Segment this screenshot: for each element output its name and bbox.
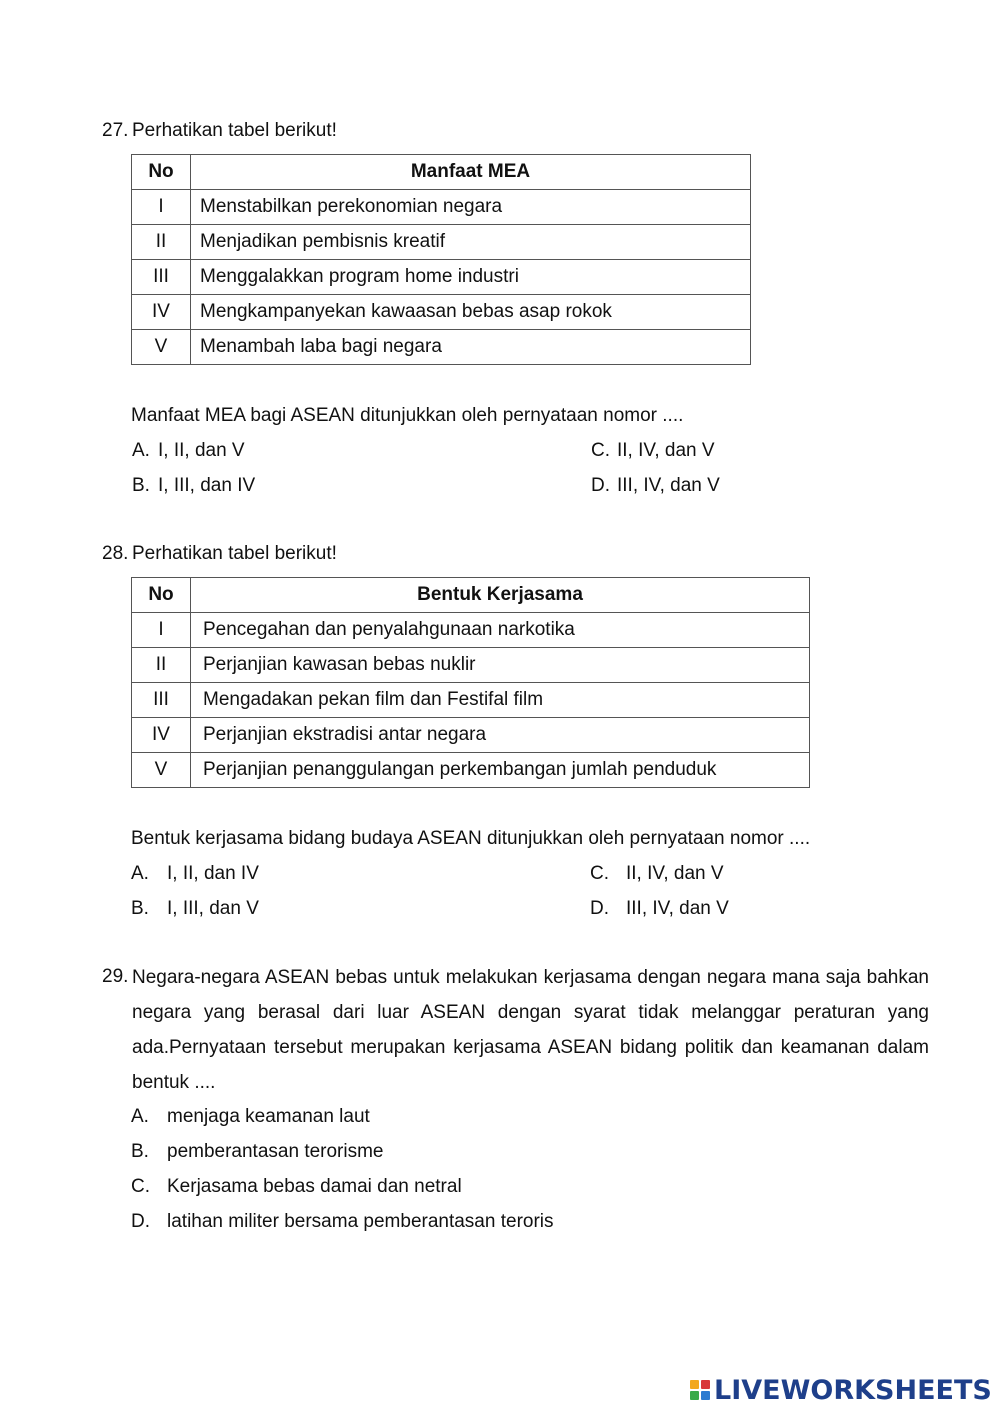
row-text: Mengkampanyekan kawaasan bebas asap rokok xyxy=(191,295,751,330)
option-letter: B. xyxy=(131,1141,149,1162)
row-no: I xyxy=(132,613,191,648)
option-text: I, III, dan V xyxy=(167,898,259,919)
liveworksheets-logo xyxy=(690,1374,992,1406)
table-row xyxy=(132,260,751,295)
option-text: latihan militer bersama pemberantasan teroris xyxy=(167,1211,554,1232)
option-letter: A. xyxy=(131,1106,149,1127)
option-d[interactable] xyxy=(591,474,720,498)
logo-square xyxy=(701,1391,710,1400)
option-text: III, IV, dan V xyxy=(626,898,729,919)
row-text: Perjanjian kawasan bebas nuklir xyxy=(191,648,810,683)
option-letter: A. xyxy=(132,440,150,461)
logo-text: LIVEWORKSHEETS xyxy=(714,1374,992,1406)
option-c[interactable] xyxy=(590,862,724,886)
question-29-number xyxy=(102,965,128,989)
question-number: 28. xyxy=(102,543,129,564)
option-text: I, II, dan IV xyxy=(167,863,259,884)
option-text: menjaga keamanan laut xyxy=(167,1106,370,1127)
option-text: pemberantasan terorisme xyxy=(167,1141,384,1162)
option-text: I, II, dan V xyxy=(158,440,245,461)
question-28-stem: Bentuk kerjasama bidang budaya ASEAN ditunjukkan oleh pernyataan nomor .... xyxy=(131,828,811,849)
row-text: Menstabilkan perekonomian negara xyxy=(191,190,751,225)
option-b[interactable] xyxy=(131,1140,384,1164)
row-no: I xyxy=(132,190,191,225)
question-27-heading xyxy=(102,119,337,143)
table-row xyxy=(132,648,810,683)
option-letter: A. xyxy=(131,863,149,884)
table-manfaat-mea xyxy=(131,154,751,365)
header-no: No xyxy=(132,578,191,613)
option-letter: B. xyxy=(132,475,150,496)
row-text: Menambah laba bagi negara xyxy=(191,330,751,365)
question-28-heading xyxy=(102,542,337,566)
row-text: Perjanjian ekstradisi antar negara xyxy=(191,718,810,753)
question-prompt: Perhatikan tabel berikut! xyxy=(132,543,337,564)
table-row xyxy=(132,753,810,788)
row-no: V xyxy=(132,330,191,365)
option-a[interactable] xyxy=(131,1105,370,1129)
header-title: Manfaat MEA xyxy=(191,155,751,190)
row-no: IV xyxy=(132,718,191,753)
question-number: 29. xyxy=(102,966,129,987)
option-d[interactable] xyxy=(131,1210,554,1234)
header-title: Bentuk Kerjasama xyxy=(191,578,810,613)
option-letter: C. xyxy=(591,440,610,461)
table-row xyxy=(132,613,810,648)
row-text: Perjanjian penanggulangan perkembangan jumlah penduduk xyxy=(191,753,810,788)
row-text: Pencegahan dan penyalahgunaan narkotika xyxy=(191,613,810,648)
option-text: II, IV, dan V xyxy=(617,440,715,461)
row-no: II xyxy=(132,225,191,260)
row-text: Menjadikan pembisnis kreatif xyxy=(191,225,751,260)
option-b[interactable] xyxy=(132,474,255,498)
option-text: III, IV, dan V xyxy=(617,475,720,496)
option-b[interactable] xyxy=(131,897,259,921)
option-text: II, IV, dan V xyxy=(626,863,724,884)
question-29-text: Negara-negara ASEAN bebas untuk melakukan kerjasama dengan negara mana saja bahkan negara yang berasal dari luar ASEAN dengan syarat tidak melanggar peraturan yang ada.Pernyataan tersebut merupakan kerjasama ASEAN bidang politik dan keamanan dalam bentuk .... xyxy=(132,967,929,1093)
option-letter: D. xyxy=(131,1211,150,1232)
table-row xyxy=(132,330,751,365)
table-row xyxy=(132,190,751,225)
option-text: I, III, dan IV xyxy=(158,475,256,496)
option-c[interactable] xyxy=(131,1175,462,1199)
header-no: No xyxy=(132,155,191,190)
row-text: Menggalakkan program home industri xyxy=(191,260,751,295)
table-row xyxy=(132,295,751,330)
table-header-row xyxy=(132,578,810,613)
logo-mark-icon xyxy=(690,1380,710,1400)
option-letter: D. xyxy=(590,898,609,919)
option-a[interactable] xyxy=(131,862,259,886)
row-no: III xyxy=(132,683,191,718)
option-letter: B. xyxy=(131,898,149,919)
option-a[interactable] xyxy=(132,439,245,463)
option-text: Kerjasama bebas damai dan netral xyxy=(167,1176,462,1197)
question-prompt: Perhatikan tabel berikut! xyxy=(132,120,337,141)
option-letter: C. xyxy=(590,863,609,884)
row-no: V xyxy=(132,753,191,788)
row-text: Mengadakan pekan film dan Festifal film xyxy=(191,683,810,718)
logo-square xyxy=(690,1380,699,1389)
option-d[interactable] xyxy=(590,897,729,921)
option-letter: D. xyxy=(591,475,610,496)
option-letter: C. xyxy=(131,1176,150,1197)
table-header-row xyxy=(132,155,751,190)
option-c[interactable] xyxy=(591,439,715,463)
question-27-stem: Manfaat MEA bagi ASEAN ditunjukkan oleh pernyataan nomor .... xyxy=(131,405,684,426)
logo-square xyxy=(701,1380,710,1389)
table-row xyxy=(132,718,810,753)
row-no: IV xyxy=(132,295,191,330)
question-number: 27. xyxy=(102,120,129,141)
table-row xyxy=(132,225,751,260)
table-row xyxy=(132,683,810,718)
table-bentuk-kerjasama xyxy=(131,577,810,788)
logo-square xyxy=(690,1391,699,1400)
row-no: III xyxy=(132,260,191,295)
row-no: II xyxy=(132,648,191,683)
